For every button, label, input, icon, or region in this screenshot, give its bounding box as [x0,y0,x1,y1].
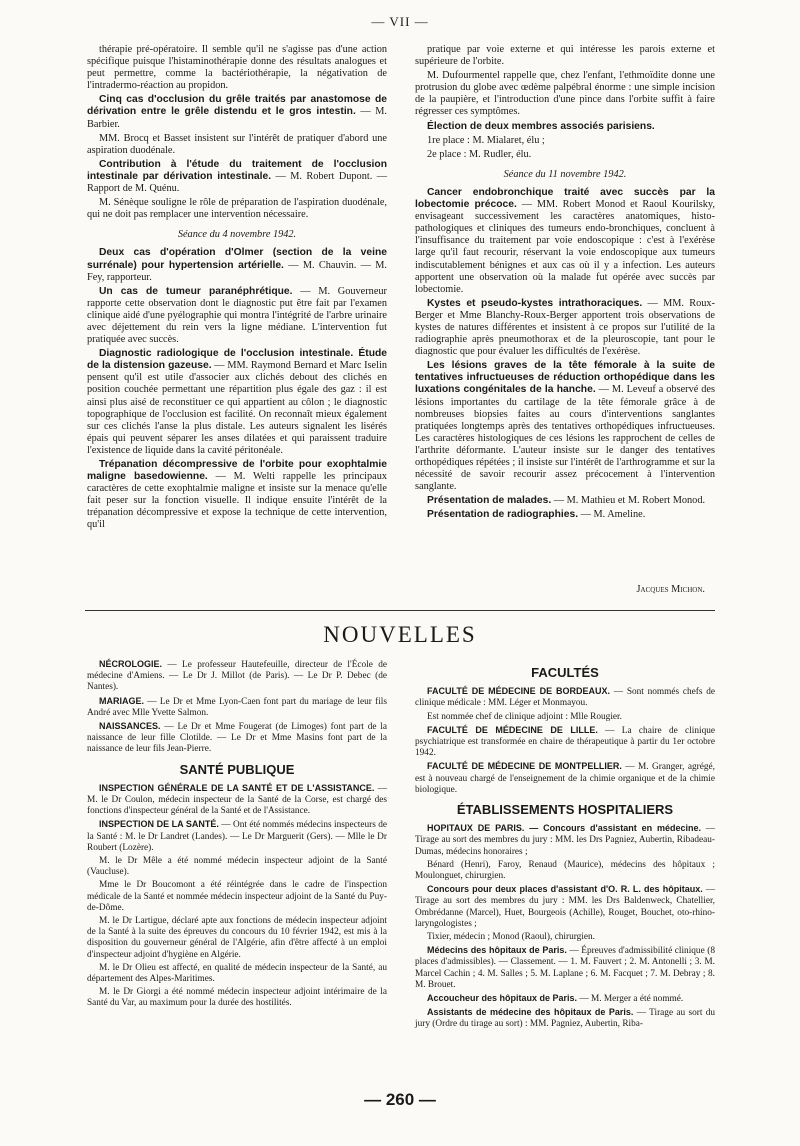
paragraph [87,721,387,756]
paragraph-heading: NAISSANCES. [99,721,161,732]
paragraph [87,987,387,1009]
paragraph-text: — Tirage au sort des membres du jury : MM. les Drs Pagniez, Aubertin, Ribadeau-Dumas, médecins honoraires ; [415,824,715,857]
paragraph [415,860,715,882]
paragraph-heading: Présentation de malades. [427,495,552,507]
paragraph [87,659,387,694]
paragraph-heading: MARIAGE. [99,695,144,706]
paragraph-text: — Ont été nommés médecins inspecteurs de la Santé : M. le Dr Landret (Landes). — Le Dr Marguerit (Gers). — Mlle le Dr Roubert (Lozère). [87,820,387,853]
paragraph-text: M. le Dr Lartigue, déclaré apte aux fonctions de médecin inspecteur adjoint de la Santé à la suite des épreuves du concours du 10 février 1942, est mis à la disposition du gouverneur général de l'Algérie, afin d'être affecté à un emploi d'inspecteur adjoint d'hygiène en Algérie. [87,916,387,960]
section-divider [85,610,715,611]
paragraph-text: — M. Mathieu et M. Robert Monod. [551,495,706,507]
paragraph-text: — M. Barbier. [87,106,387,130]
bottom-left-column [87,659,387,1012]
paragraph [87,459,387,532]
paragraph-text: — M. Robert Dupont. — Rapport de M. Quénu. [87,170,388,195]
signature-block [415,584,715,598]
paragraph [415,149,715,161]
paragraph [87,783,387,818]
paragraph-heading: Accoucheur des hôpitaux de Paris. [427,993,578,1004]
paragraph-text: M. Dufourmentel rappelle que, chez l'enfant, l'ethmoïdite donne une protrusion du globe avec œdème palpébral énorme : une simple incision de la paupière, et l'introduction d'une pince dans l'orbite suffit à faire régresser ces symptômes. [415,70,715,118]
paragraph-heading: FACULTÉ DE MÉDECINE DE BORDEAUX. [427,686,611,697]
paragraph-heading: Un cas de tumeur paranéphrétique. [99,285,293,297]
paragraph [415,360,715,493]
paragraph [87,696,387,719]
paragraph-text: Tixier, médecin ; Monod (Raoul), chirurgien. [427,932,595,943]
paragraph-heading: Assistants de médecine des hôpitaux de Paris. [427,1007,634,1018]
paragraph-heading: Les lésions graves de la tête fémorale à la suite de tentatives infructueuses de réduction orthopédique dans les luxations congénitales de la hanche. [415,360,715,396]
paragraph-text: M. Sénèque souligne le rôle de préparation de l'aspiration duodénale, qui ne doit pas remplacer une intervention nécessaire. [87,197,387,221]
paragraph-text: Est nommée chef de clinique adjoint : Mlle Rougier. [427,711,622,722]
paragraph [87,856,387,878]
paragraph [87,348,387,457]
paragraph-text: — MM. Robert Monod et Raoul Kourilsky, envisageant successivement les caractères anatomiques, histo-pathologiques et cliniques des tumeurs endo-bronchiques, concluent à l'insuffisance du traitement par voie endoscopique : c'est à l'exérèse large qu'il faut recourir, réservant la voie endoscopique aux tumeurs indiscutablement bénignes et aux cas où il y a infection. Les auteurs apportent une observation où la malade fut opérée avec succès par lobectomie. [415,199,715,295]
paragraph-text: — M. Granger, agrégé, est à nouveau chargé de l'enseignement de la chimie organique et de la chimie biologique. [415,762,715,795]
paragraph [415,945,715,991]
paragraph-heading: Contribution à l'étude du traitement de l'occlusion intestinale par dérivation intestinale. [87,158,387,182]
paragraph-text: — M. Gouverneur rapporte cette observation dont le diagnostic put être fait par l'examen clinique aidé d'une pyélographie qui montra l'intégrité de l'arbre urinaire avec déjettement du rein vers la ligne médiane. L'intervention fut pratiquée avec succès. [87,285,387,346]
paragraph-heading: Concours pour deux places d'assistant d'O. R. L. des hôpitaux. [427,884,703,895]
paragraph-heading: FACULTÉ DE MÉDECINE DE LILLE. [427,724,598,735]
top-right-column [415,44,715,523]
paragraph [87,44,387,92]
session-date: Séance du 11 novembre 1942. [503,168,627,180]
paragraph-text: pratique par voie externe et qui intéresse les parois externe et supérieure de l'orbite. [415,44,715,68]
paragraph [87,159,387,195]
paragraph-text: MM. Brocq et Basset insistent sur l'intérêt de pratiquer d'abord une aspiration duodénale. [87,132,387,156]
paragraph [87,247,387,283]
section-heading: ÉTABLISSEMENTS HOSPITALIERS [456,802,674,818]
paragraph [415,495,715,507]
top-left-column [87,44,387,534]
paragraph-text: — M. Leveuf a observé des lésions importantes du cartilage de la tête fémorale grâce à de nombreuses biopsies faites au cours d'interventions sanglantes pratiquées longtemps après des tentatives orthopédiques infructueuses. Les caractères histologiques de ces lésions les rapprochent de celles de l'arthrite déformante. L'auteur insiste sur le danger des tentatives orthopédiques répétées ; il insiste sur l'intérêt de l'arthrogramme et sur la nécessité de savoir recourir assez précocement à l'intervention sanglante. [415,384,715,493]
paragraph-text: — M. Ameline. [578,509,646,521]
paragraph-text: — Le Dr et Mme Lyon-Caen font part du mariage de leur fils André avec Mlle Yvette Salmon. [87,696,387,718]
paragraph-heading: Diagnostic radiologique de l'occlusion intestinale. Étude de la distension gazeuse. [87,348,387,372]
paragraph [415,686,715,709]
paragraph-heading: INSPECTION GÉNÉRALE DE LA SANTÉ ET DE L'ASSISTANCE. [99,782,375,793]
paragraph-text: 2e place : M. Rudler, élu. [427,148,532,160]
session-date: Séance du 4 novembre 1942. [177,229,297,241]
paragraph [415,932,715,943]
paragraph-heading: Présentation de radiographies. [427,509,579,521]
running-header: — VII — [371,14,429,29]
bottom-right-column [415,659,715,1033]
paragraph [415,993,715,1005]
paragraph [87,880,387,914]
section-title: NOUVELLES [323,622,477,647]
paragraph-text: — La chaire de clinique psychiatrique est transformée en chaire de thérapeutique à partir du 1er octobre 1942. [415,725,715,759]
paragraph-heading: Cancer endobronchique traité avec succès par la lobectomie précoce. [415,186,715,211]
paragraph-heading: NÉCROLOGIE. [99,659,163,669]
paragraph [87,197,387,221]
paragraph-text: — Le Dr et Mme Fougerat (de Limoges) font part de la naissance de leur fille Clotilde. — Le Dr et Mme Masins font part de la naissance de leur fils Jean-Pierre. [87,722,387,755]
section-heading: SANTÉ PUBLIQUE [179,761,295,777]
paragraph [87,133,387,157]
paragraph-text: — M. le Dr Coulon, médecin inspecteur de la Santé de la Corse, est chargé des fonctions d'inspecteur général de la Santé et de l'Assistance. [87,783,387,817]
paragraph [415,712,715,723]
paragraph-heading: Trépanation décompressive de l'orbite pour exophtalmie maligne basedowienne. [87,459,387,483]
page-number: — 260 — [364,1090,436,1109]
paragraph-text: — Le professeur Hautefeuille, directeur de l'École de médecine d'Amiens. — Le Dr J. Millot (de Paris). — Le Dr P. Debec (de Nantes). [87,660,387,693]
paragraph-heading: Médecins des hôpitaux de Paris. [427,945,567,956]
paragraph [87,916,387,961]
author-signature: Jacques Michon. [636,584,705,595]
paragraph [87,286,387,346]
paragraph-text: M. le Dr Mêle a été nommé médecin inspecteur adjoint de la Santé (Vaucluse). [87,856,387,878]
paragraph [87,819,387,854]
paragraph-heading: FACULTÉ DE MÉDECINE DE MONTPELLIER. [427,761,622,772]
paragraph-text: thérapie pré-opératoire. Il semble qu'il ne s'agisse pas d'une action spécifique puisque l'histaminothérapie donne des résultats analogues et peut permettre, comme la bactériothérapie, la négativation de l'intradermo-réaction au propidon. [87,44,387,92]
paragraph [415,187,715,296]
paragraph-heading: INSPECTION DE LA SANTÉ. [99,819,219,830]
paragraph-text: — MM. Roux-Berger et Mme Blanchy-Roux-Berger apportent trois observations de kystes de natures différentes et insistent à ce propos sur l'utilité de la radiographie après pneumothorax et de la pleuroscopie, tant pour le diagnostic que pour évaluer les difficultés de l'exérèse. [415,297,715,358]
paragraph-heading: Cinq cas d'occlusion du grêle traités par anastomose de dérivation entre le grêle distendu et le gros intestin. [87,94,387,118]
section-heading: FACULTÉS [531,665,599,680]
paragraph-text: Bénard (Henri), Faroy, Renaud (Maurice), médecins des hôpitaux ; Moulonguet, chirurgien. [415,859,715,882]
paragraph-text: M. le Dr Olieu est affecté, en qualité de médecin inspecteur de la Santé, au département des Alpes-Maritimes. [87,962,387,985]
paragraph-text: — Sont nommés chefs de clinique médicale : MM. Léger et Monmayou. [415,687,715,709]
paragraph-text: M. le Dr Giorgi a été nommé médecin inspecteur adjoint intérimaire de la Santé du Var, au maximum pour la durée des hostilités. [87,987,387,1009]
paragraph-heading: Élection de deux membres associés parisiens. [427,120,655,132]
paragraph-text: — M. Welti rappelle les principaux caractères de cette exophtalmie maligne et insiste sur la menace qu'elle fait peser sur la fonction visuelle. Il indique ensuite l'intérêt de la trépanation décompressive et expose la technique de cette intervention, qu'il [87,471,387,531]
paragraph [415,121,715,133]
paragraph [415,44,715,68]
paragraph-text: — MM. Raymond Bernard et Marc Iselin pensent qu'il est utile d'associer aux clichés debout des clichés en position couchée permettant une répartition plus égale des gaz : il est ainsi plus aisé de reconstituer ce qui appartient au côlon ; le diagnostic topographique de l'occlusion est facilité. On reconnaît mieux également sur ces clichés l'anse la plus distale. Les auteurs signalent les lisérés épais qui peuvent séparer les anses dilatées et qui paraissent traduire l'existence de liquide dans la cavité péritonéale. [87,360,387,456]
paragraph [415,823,715,858]
paragraph [415,70,715,118]
paragraph [415,298,715,358]
paragraph-heading: HOPITAUX DE PARIS. — Concours d'assistant en médecine. [427,823,701,834]
paragraph [415,135,715,147]
paragraph-heading: Kystes et pseudo-kystes intrathoraciques. [427,297,643,309]
paragraph [415,884,715,930]
paragraph [415,761,715,796]
paragraph-text: 1re place : M. Mialaret, élu ; [427,134,545,146]
paragraph [415,725,715,760]
paragraph-heading: Deux cas d'opération d'Olmer (section de la veine surrénale) pour hypertension artérielle. [87,247,387,271]
paragraph-text: — Épreuves d'admissibilité clinique (8 places d'admissibles). — Classement. — 1. M. Fauvert ; 2. M. Antonelli ; 3. M. Marcel Cachin ; 4. M. Salles ; 5. M. Laplane ; 6. M. Facquet ; 7. M. Debray ; 8. M. Brouet. [415,946,715,990]
paragraph-text: — Tirage au sort des membres du jury : MM. les Drs Baldenweck, Chatellier, Ombrédanne (Marcel), Huet, Bourgeois (Achille), Rouget, Bouchet, oto-rhino-laryngologistes ; [415,885,715,929]
paragraph [87,963,387,985]
paragraph [415,509,715,521]
paragraph [415,1007,715,1030]
paragraph-text: — M. Chauvin. — M. Fey, rapporteur. [87,259,387,283]
paragraph-text: — Tirage au sort du jury (Ordre du tirage au sort) : MM. Pagniez, Aubertin, Riba- [415,1008,715,1030]
paragraph [87,94,387,130]
paragraph-text: — M. Merger a été nommé. [577,994,684,1005]
paragraph-text: Mme le Dr Boucomont a été réintégrée dans le cadre de l'inspection médicale de la Santé et nommée médecin inspecteur adjoint de la Santé du Puy-de-Dôme. [87,880,387,913]
